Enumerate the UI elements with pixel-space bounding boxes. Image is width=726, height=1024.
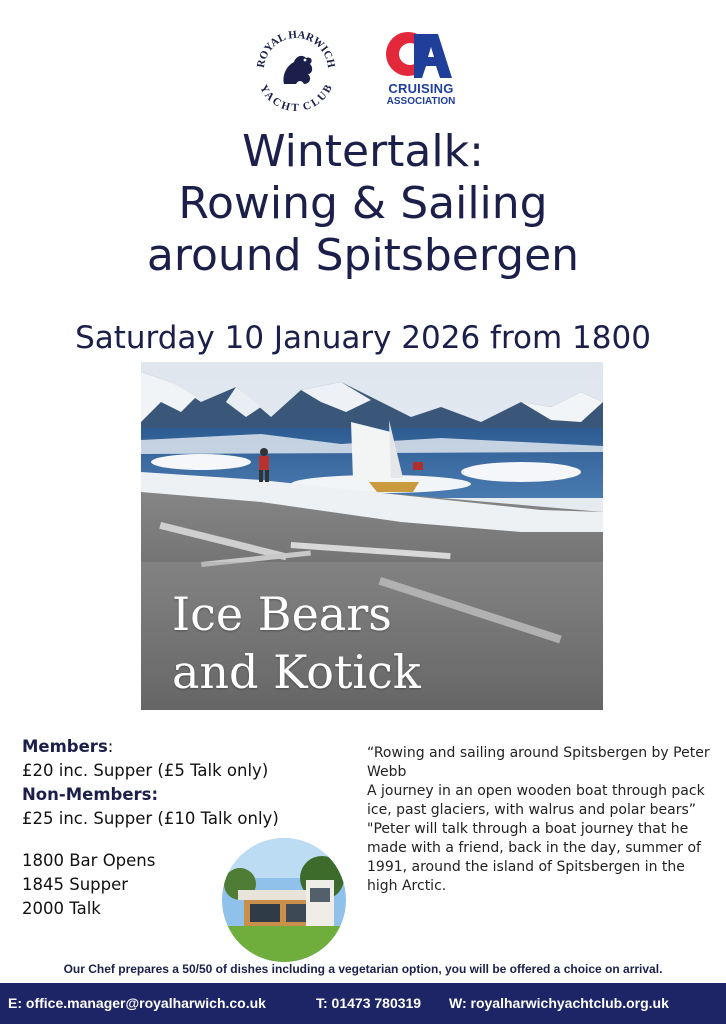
members-price: £20 inc. Supper (£5 Talk only) — [22, 761, 269, 780]
quote-paragraph-3: "Peter will talk through a boat journey that he made with a friend, back in the day, summer of 1991, around the island of Spitsbergen in the high Arctic. — [367, 821, 701, 894]
title-line-1: Wintertalk: — [242, 126, 484, 177]
chef-note: Our Chef prepares a 50/50 of dishes including a vegetarian option, you will be offered a choice on arrival. — [63, 962, 663, 976]
non-members-label: Non-Members: — [22, 785, 159, 804]
event-title — [0, 126, 726, 282]
title-line-2: Rowing & Sailing — [178, 178, 548, 229]
svg-text:ROYAL HARWICH: ROYAL HARWICH — [254, 28, 338, 69]
svg-text:YACHT CLUB: YACHT CLUB — [257, 82, 335, 114]
schedule-item: 1845 Supper — [22, 875, 129, 894]
title-line-3: around Spitsbergen — [146, 230, 580, 281]
book-title — [172, 585, 421, 701]
website-link[interactable]: W: royalharwichyachtclub.org.uk — [449, 995, 669, 1011]
members-label: Members — [22, 737, 108, 756]
schedule-item: 2000 Talk — [22, 899, 101, 918]
schedule-item: 1800 Bar Opens — [22, 851, 156, 870]
book-cover-image — [141, 362, 603, 710]
clubhouse-photo — [222, 838, 346, 962]
event-date: Saturday 10 January 2026 from 1800 — [75, 320, 651, 356]
non-members-price: £25 inc. Supper (£10 Talk only) — [22, 809, 279, 828]
quote-paragraph-1: “Rowing and sailing around Spitsbergen by Peter Webb — [367, 745, 710, 780]
ca-line1: CRUISING — [388, 81, 454, 96]
quote-paragraph-2: A journey in an open wooden boat through pack ice, past glaciers, with walrus and polar bears” — [367, 783, 705, 818]
book-title-line-1: Ice Bears — [172, 587, 392, 641]
royal-harwich-yacht-club-logo — [250, 22, 342, 114]
members-colon: : — [107, 737, 114, 756]
ca-line2: ASSOCIATION — [386, 96, 456, 107]
book-title-line-2: and Kotick — [172, 645, 421, 699]
phone-link[interactable]: T: 01473 780319 — [316, 995, 422, 1011]
pricing-block — [22, 735, 279, 831]
talk-description — [367, 744, 717, 896]
contact-footer — [0, 983, 726, 1024]
ca-wordmark — [378, 82, 464, 108]
logo-bar — [0, 22, 726, 112]
email-link[interactable]: E: office.manager@royalharwich.co.uk — [8, 995, 266, 1011]
schedule-list — [22, 849, 155, 921]
clubhouse-illustration — [222, 838, 346, 962]
